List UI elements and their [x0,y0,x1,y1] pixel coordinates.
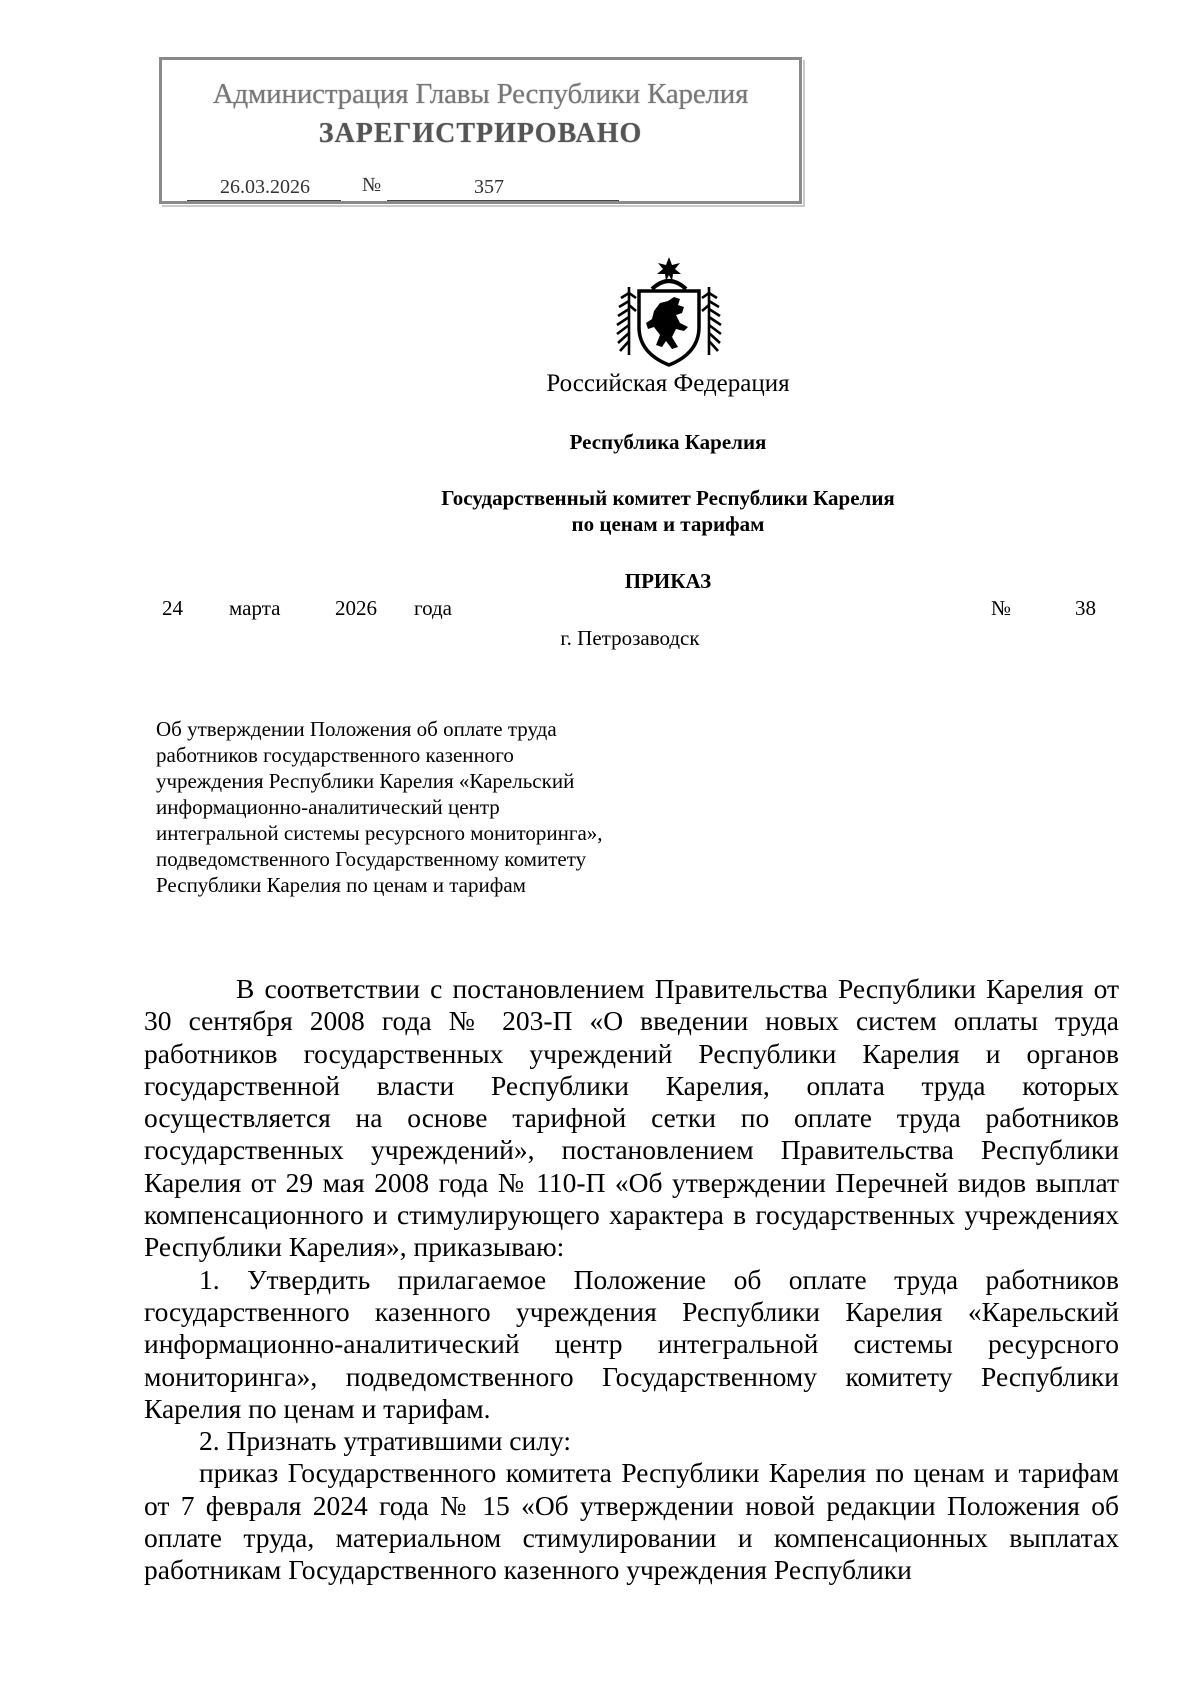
subject-line: Об утверждении Положения об оплате труда [156,717,557,741]
stamp-date-line [187,174,341,201]
star-icon [657,257,681,281]
stamp-number: 357 [474,176,504,198]
stamp-number-label: № [362,174,382,196]
order-number: 38 [1075,596,1096,620]
stamp-title: Администрация Главы Республики Карелия [212,78,749,110]
document-type: ПРИКАЗ [624,569,712,593]
subject-line: информационно-аналитический центр [156,795,500,819]
order-month: марта [229,596,281,620]
registration-stamp [159,57,802,204]
city-name: г. Петрозаводск [560,626,700,650]
order-number-label: № [991,596,1012,620]
item-2-heading: 2. Признать утратившими силу: [199,1425,571,1457]
stamp-date: 26.03.2026 [220,176,310,198]
order-day: 24 [162,596,183,620]
subject-line: интегральной системы ресурсного мониторинга», [156,821,603,845]
item-1-paragraph: 1. Утвердить прилагаемое Положение об оплате труда работников государственного казенного учреждения Республики Карелия «Карельский информационно-аналитический центр интегральной системы ресурсного мониторинга», подведомственного Государственному комитету Республики Карелия по ценам и тарифам. [144,1263,1119,1424]
stamp-status: ЗАРЕГИСТРИРОВАНО [318,118,643,149]
left-fir-icon [617,287,636,355]
karelia-coat-of-arms-icon [614,255,724,367]
republic-name: Республика Карелия [569,430,767,454]
order-year: 2026 [335,596,377,620]
item-2-text: приказ Государственного комитета Республики Карелия по ценам и тарифам от 7 февраля 2024 года № 15 «Об утверждении новой редакции Положения об оплате труда, материальном стимулировании и компенсационных выплатах работникам Государственного казенного учреждения Республики [144,1457,1119,1586]
subject-line: подведомственного Государственному комитету [156,847,587,871]
right-fir-icon [702,287,721,355]
committee-name-line2: по ценам и тарифам [571,512,765,536]
order-year-word: года [414,596,452,620]
country-name: Российская Федерация [546,370,790,397]
committee-name-line1: Государственный комитет Республики Карелия [441,486,895,510]
order-body [144,973,1119,1587]
subject-line: учреждения Республики Карелия «Карельский [156,769,575,793]
subject-line: Республики Карелия по ценам и тарифам [156,873,526,897]
subject-line: работников государственного казенного [156,743,514,767]
stamp-number-line [387,174,619,201]
preamble-paragraph: В соответствии с постановлением Правительства Республики Карелия от 30 сентября 2008 года № 203-П «О введении новых систем оплаты труда работников государственных учреждений Республики Карелия и органов государственной власти Республики Карелия, оплата труда которых осуществляется на основе тарифной сетки по оплате труда работников государственных учреждений», постановлением Правительства Республики Карелия от 29 мая 2008 года № 110-П «Об утверждении Перечней видов выплат компенсационного и стимулирующего характера в государственных учреждениях Республики Карелия», приказываю: [144,973,1119,1263]
order-subject [156,716,756,898]
